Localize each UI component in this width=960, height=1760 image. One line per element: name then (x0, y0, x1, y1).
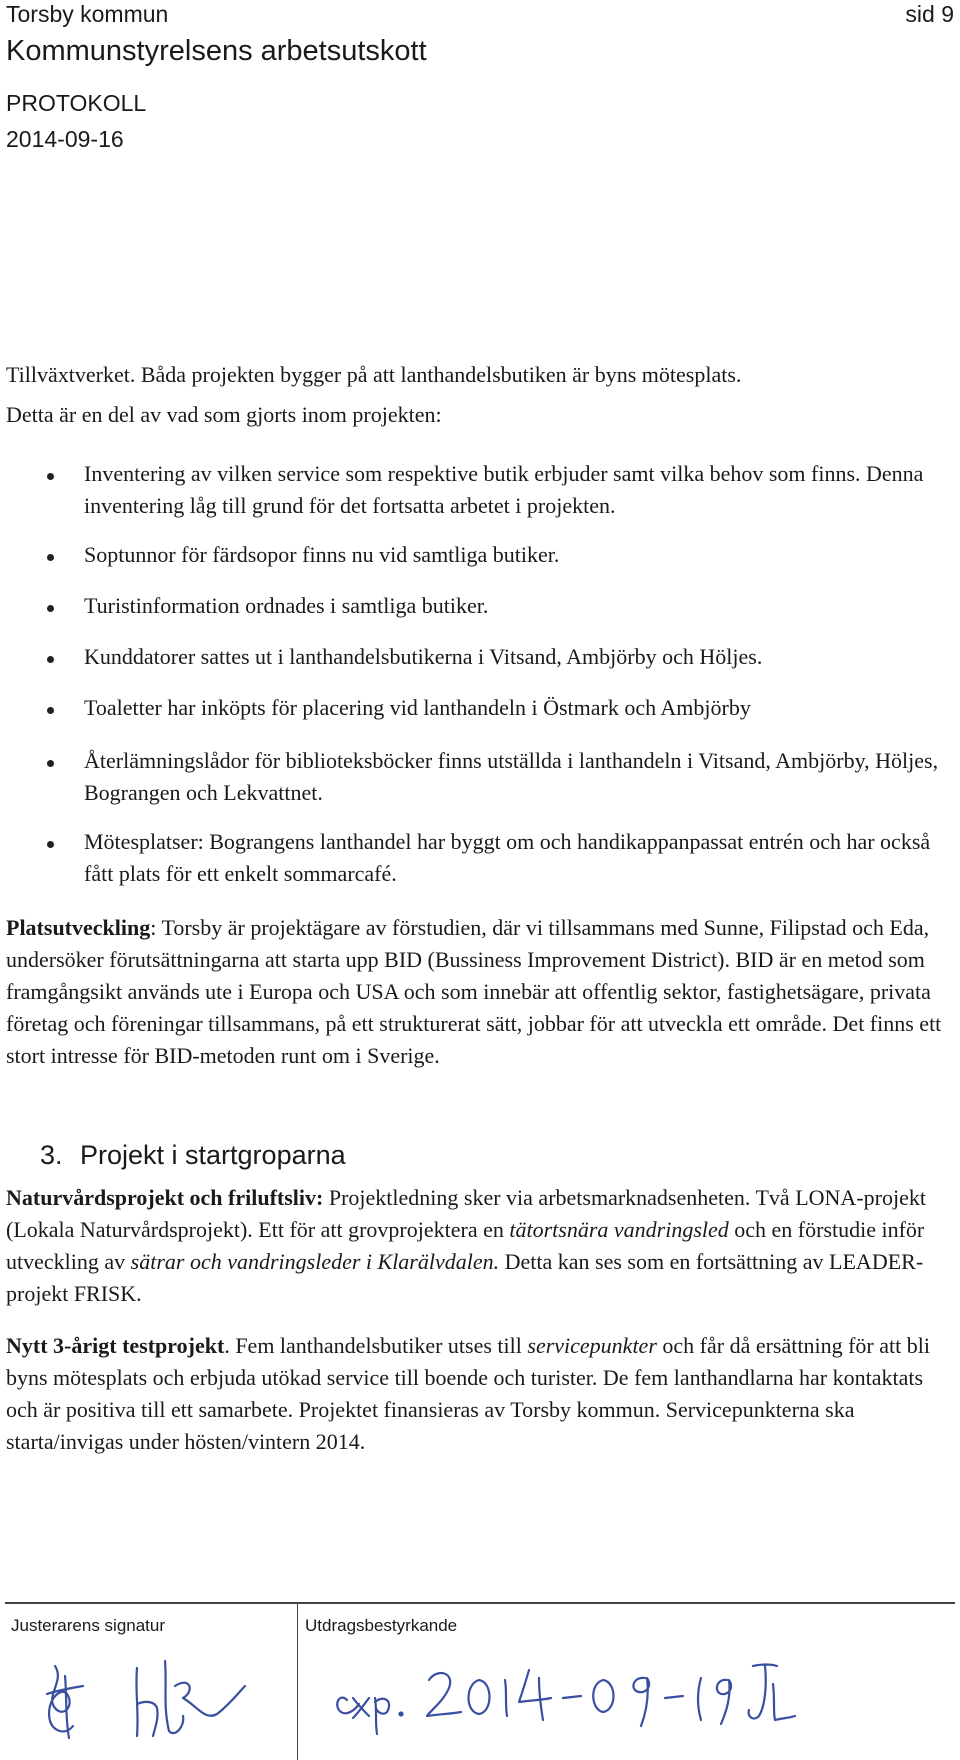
testprojekt-text: och får då ersättning för att bli byns mötesplats och erbjuda utökad service till boende och turister. De fem lanthandlarna har kontaktats och är positiva till ett samarbete. Projektet finansieras av Torsby kommun. Servicepunkterna ska starta/invigas under hösten/vintern 2014. (6, 1333, 930, 1454)
list-item-text: Inventering av vilken service som respektive butik erbjuder samt vilka behov som finns. Denna inventering låg till grund för det fortsatta arbetet i projekten. (84, 461, 924, 518)
naturvard-text: Projektledning sker via arbetsmarknadsenheten. Två LONA-projekt (Lokala Naturvårdsprojekt). Ett för att grovprojektera en (6, 1185, 926, 1242)
platsutveckling-paragraph (6, 912, 946, 1072)
naturvard-emphasis: tätortsnära vandringsled (509, 1217, 729, 1242)
bullet-icon (47, 707, 54, 714)
list-item-text: Soptunnor för färdsopor finns nu vid samtliga butiker. (84, 542, 560, 567)
page-number: sid 9 (905, 1, 954, 27)
handwritten-signatures (25, 1646, 265, 1746)
list-item-text: Mötesplatser: Bograngens lanthandel har byggt om och handikappanpassat entrén och har också fått plats för ett enkelt sommarcafé. (84, 829, 931, 886)
list-item-text: Toaletter har inköpts för placering vid lanthandeln i Östmark och Ambjörby (84, 695, 751, 720)
adjuster-signature-label: Justerarens signatur (11, 1616, 166, 1635)
handwritten-dispatch-note (329, 1650, 799, 1740)
section-number: 3. (40, 1140, 63, 1170)
extract-certification-cell (299, 1604, 955, 1760)
testprojekt-label: Nytt 3-årigt testprojekt (6, 1333, 225, 1358)
intro-line-2: Detta är en del av vad som gjorts inom projekten: (6, 402, 442, 427)
section-heading (40, 1138, 346, 1172)
intro-line-1: Tillväxtverket. Båda projekten bygger på att lanthandelsbutiken är byns mötesplats. (6, 362, 742, 387)
extract-certification-label: Utdragsbestyrkande (305, 1616, 458, 1635)
testprojekt-text: . Fem lanthandelsbutiker utses till (224, 1333, 528, 1358)
section-title: Projekt i startgroparna (80, 1140, 346, 1170)
naturvard-paragraph (6, 1182, 946, 1310)
adjuster-signature-cell (5, 1604, 298, 1760)
signature-footer (5, 1602, 955, 1760)
document-type: PROTOKOLL (6, 90, 147, 116)
naturvard-text: och en förstudie inför utveckling av (6, 1217, 925, 1274)
bullet-icon (47, 473, 54, 480)
platsutveckling-label: Platsutveckling (6, 915, 151, 940)
platsutveckling-text: : Torsby är projektägare av förstudien, där vi tillsammans med Sunne, Filipstad och Eda, undersöker förutsättningarna att starta upp BID (Bussiness Improvement District). BID är en metod som framgångsikt används ute i Europa och USA och som innebär att offentlig sektor, fastighetsägare, privata företag och föreningar tillsammans, på ett strukturerat sätt, jobbar för att utveckla ett område. Det finns ett stort intresse för BID-metoden runt om i Sverige. (6, 915, 942, 1068)
bullet-icon (47, 656, 54, 663)
list-item-text: Återlämningslådor för biblioteksböcker finns utställda i lanthandeln i Vitsand, Ambjörby, Höljes, Bograngen och Lekvattnet. (84, 748, 939, 805)
testprojekt-paragraph (6, 1330, 946, 1458)
naturvard-emphasis: sätrar och vandringsleder i Klarälvdalen. (130, 1249, 500, 1274)
bullet-icon (47, 841, 54, 848)
committee-name: Kommunstyrelsens arbetsutskott (6, 35, 427, 67)
bullet-icon (47, 554, 54, 561)
testprojekt-emphasis: servicepunkter (527, 1333, 657, 1358)
organization-name: Torsby kommun (6, 1, 169, 27)
naturvard-text: Detta kan ses som en fortsättning av LEADER-projekt FRISK. (6, 1249, 924, 1306)
meeting-date: 2014-09-16 (6, 126, 124, 152)
list-item-text: Turistinformation ordnades i samtliga butiker. (84, 593, 489, 618)
bullet-icon (47, 605, 54, 612)
list-item-text: Kunddatorer sattes ut i lanthandelsbutikerna i Vitsand, Ambjörby och Höljes. (84, 644, 763, 669)
bullet-icon (47, 760, 54, 767)
naturvard-label: Naturvårdsprojekt och friluftsliv: (6, 1185, 324, 1210)
